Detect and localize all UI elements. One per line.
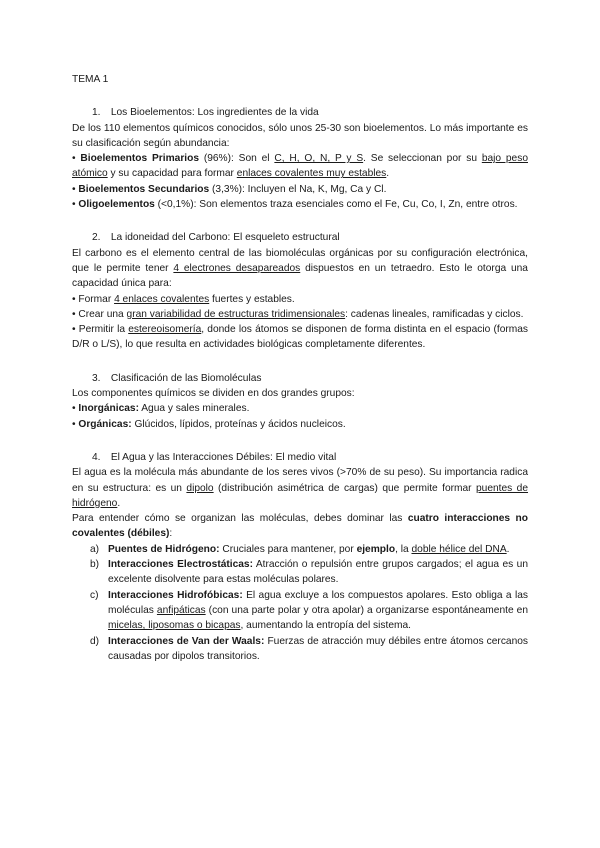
section-title: Los Bioelementos: Los ingredientes de la vida: [110, 107, 319, 119]
bullet-item: • Formar 4 enlaces covalentes fuertes y estables.: [72, 293, 295, 305]
list-item: d) Interacciones de Van der Waals: Fuerzas de atracción muy débiles entre átomos cercanos causadas por dipolos transitorios.: [90, 635, 529, 662]
bullet-item: • Bioelementos Primarios (96%): Son el C, H, O, N, P y S. Se seleccionan por su bajo peso atómico y su capacidad para formar enlaces covalentes muy estables.: [72, 153, 528, 180]
list-item: b) Interacciones Electrostáticas: Atracción o repulsión entre grupos cargados; el agua es un excelente disolvente para estas moléculas polares.: [90, 559, 529, 586]
bullet-item: • Orgánicas: Glúcidos, lípidos, proteínas y ácidos nucleicos.: [72, 418, 346, 430]
section-title: El Agua y las Interacciones Débiles: El medio vital: [110, 451, 337, 463]
section-number: 2.: [92, 232, 101, 244]
paragraph: El agua es la molécula más abundante de los seres vivos (>70% de su peso). Su importancia radica en su estructura: es un dipolo (distribución asimétrica de cargas) que permite formar puentes de hidrógeno.: [72, 467, 529, 509]
section-number: 3.: [92, 372, 101, 384]
section-biomoleculas: [72, 371, 528, 432]
bullet-item: • Crear una gran variabilidad de estructuras tridimensionales: cadenas lineales, ramificadas y ciclos.: [72, 308, 524, 320]
section-bioelementos: [72, 105, 528, 212]
bullet-item: • Inorgánicas: Agua y sales minerales.: [72, 403, 250, 415]
interactions-list: [72, 542, 528, 664]
section-agua: [72, 450, 528, 664]
list-item: a) Puentes de Hidrógeno: Cruciales para mantener, por ejemplo, la doble hélice del DNA.: [90, 543, 510, 555]
section-heading: [72, 450, 528, 465]
document-page: [72, 72, 528, 682]
document-title: TEMA 1: [72, 74, 109, 85]
paragraph: De los 110 elementos químicos conocidos, sólo unos 25-30 son bioelementos. Lo más importante es su clasificación según abundancia:: [72, 122, 528, 149]
section-carbono: [72, 230, 528, 352]
section-number: 1.: [92, 107, 101, 119]
bullet-item: • Permitir la estereoisomería, donde los átomos se disponen de forma distinta en el espacio (formas D/R o L/S), lo que resulta en actividades biológicas completamente diferentes.: [72, 324, 528, 351]
section-title: Clasificación de las Biomoléculas: [110, 372, 262, 384]
paragraph: Para entender cómo se organizan las moléculas, debes dominar las cuatro interacciones no covalentes (débiles):: [72, 513, 528, 540]
section-heading: [72, 371, 528, 386]
paragraph: El carbono es el elemento central de las biomoléculas orgánicas por su configuración electrónica, que le permite tener 4 electrones desapareados dispuestos en un tetraedro. Esto le otorga una capacidad única para:: [72, 247, 528, 290]
section-heading: [72, 230, 528, 245]
section-heading: [72, 105, 528, 120]
bullet-item: • Bioelementos Secundarios (3,3%): Incluyen el Na, K, Mg, Ca y Cl.: [72, 183, 387, 195]
list-item: c) Interacciones Hidrofóbicas: El agua excluye a los compuestos apolares. Esto obliga a las moléculas anfipáticas (con una parte polar y otra apolar) a organizarse espontáneamente en micelas, liposomas o bicapas, aumentando la entropía del sistema.: [90, 589, 529, 632]
bullet-item: • Oligoelementos (<0,1%): Son elementos traza esenciales como el Fe, Cu, Co, I, Zn, entre otros.: [72, 199, 518, 211]
section-number: 4.: [92, 451, 101, 463]
section-title: La idoneidad del Carbono: El esqueleto estructural: [110, 232, 340, 244]
paragraph: Los componentes químicos se dividen en dos grandes grupos:: [72, 388, 355, 400]
